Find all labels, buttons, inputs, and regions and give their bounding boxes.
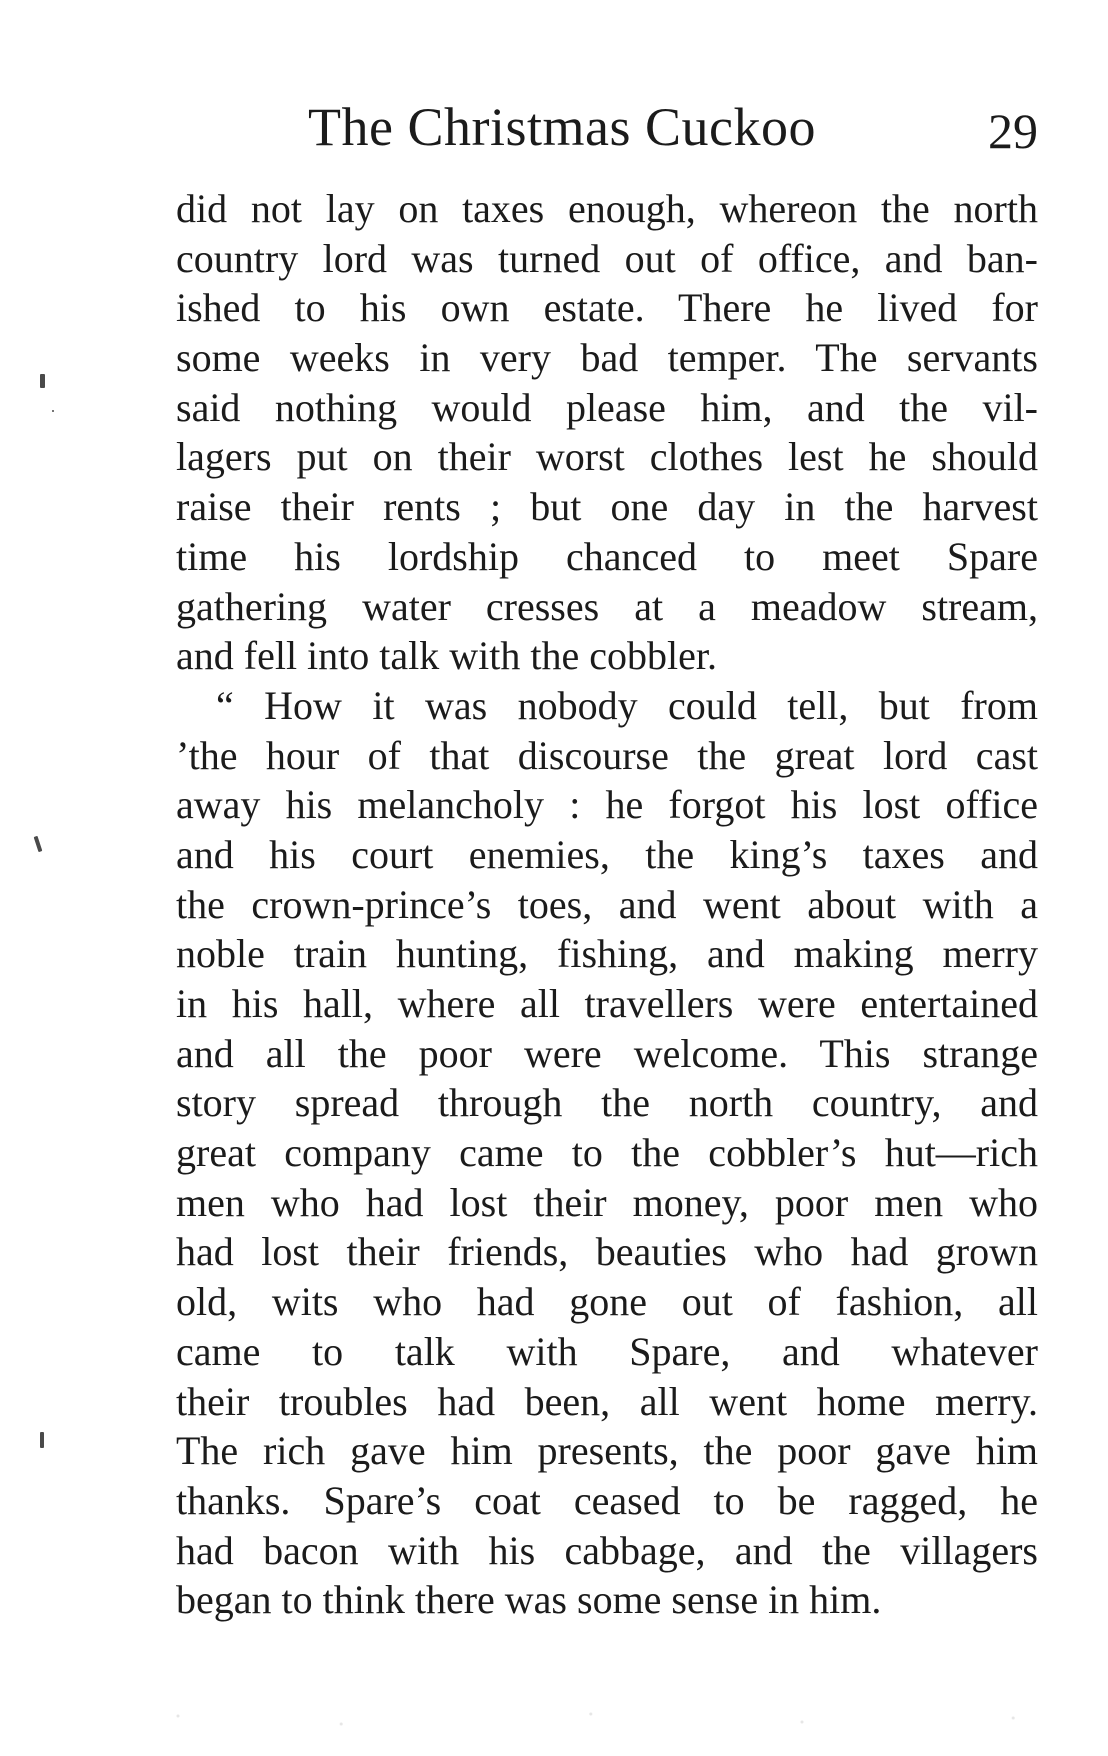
text-line: their troubles had been, all went home merry. bbox=[176, 1378, 1038, 1424]
running-title: The Christmas Cuckoo bbox=[308, 97, 816, 157]
text-line: some weeks in very bad temper. The servants bbox=[176, 335, 1038, 381]
running-head bbox=[308, 92, 1038, 162]
text-line: the crown-prince’s toes, and went about with a bbox=[176, 881, 1038, 927]
text-line: and his court enemies, the king’s taxes and bbox=[176, 831, 1038, 877]
text-line: men who had lost their money, poor men who bbox=[176, 1179, 1038, 1225]
text-line: in his hall, where all travellers were entertained bbox=[176, 981, 1038, 1026]
text-line: ’the hour of that discourse the great lord cast bbox=[176, 732, 1038, 778]
text-line: thanks. Spare’s coat ceased to be ragged, he bbox=[176, 1477, 1038, 1523]
text-line: gathering water cresses at a meadow stream, bbox=[176, 583, 1038, 629]
text-line: old, wits who had gone out of fashion, all bbox=[176, 1279, 1038, 1325]
text-line: did not lay on taxes enough, whereon the north bbox=[176, 186, 1038, 231]
margin-speck bbox=[40, 1432, 44, 1448]
text-line: lagers put on their worst clothes lest he should bbox=[176, 434, 1038, 480]
text-line: noble train hunting, fishing, and making merry bbox=[176, 931, 1038, 977]
text-line: The rich gave him presents, the poor gave him bbox=[176, 1428, 1038, 1474]
text-line: had lost their friends, beauties who had grown bbox=[176, 1229, 1038, 1275]
margin-speck bbox=[40, 374, 45, 388]
text-line: country lord was turned out of office, and ban- bbox=[176, 235, 1038, 281]
text-line: and fell into talk with the cobbler. bbox=[176, 633, 717, 679]
text-line: had bacon with his cabbage, and the villagers bbox=[176, 1527, 1038, 1573]
text-line: away his melancholy : he forgot his lost office bbox=[176, 782, 1038, 828]
text-line: and all the poor were welcome. This strange bbox=[176, 1030, 1038, 1076]
text-line: story spread through the north country, and bbox=[176, 1080, 1038, 1126]
scan-noise bbox=[130, 1700, 1090, 1740]
text-line: great company came to the cobbler’s hut—rich bbox=[176, 1130, 1038, 1176]
text-line: raise their rents ; but one day in the harvest bbox=[176, 484, 1038, 530]
margin-speck bbox=[34, 836, 43, 852]
text-line: said nothing would please him, and the vil- bbox=[176, 384, 1038, 430]
text-line: ished to his own estate. There he lived for bbox=[176, 285, 1038, 331]
margin-speck bbox=[52, 410, 54, 412]
text-line: came to talk with Spare, and whatever bbox=[176, 1328, 1038, 1374]
page-number: 29 bbox=[988, 103, 1038, 159]
text-line: began to think there was some sense in him. bbox=[176, 1577, 882, 1623]
text-line: time his lordship chanced to meet Spare bbox=[176, 533, 1038, 579]
text-line: “ How it was nobody could tell, but from bbox=[216, 682, 1038, 728]
body-text bbox=[176, 184, 1038, 1625]
